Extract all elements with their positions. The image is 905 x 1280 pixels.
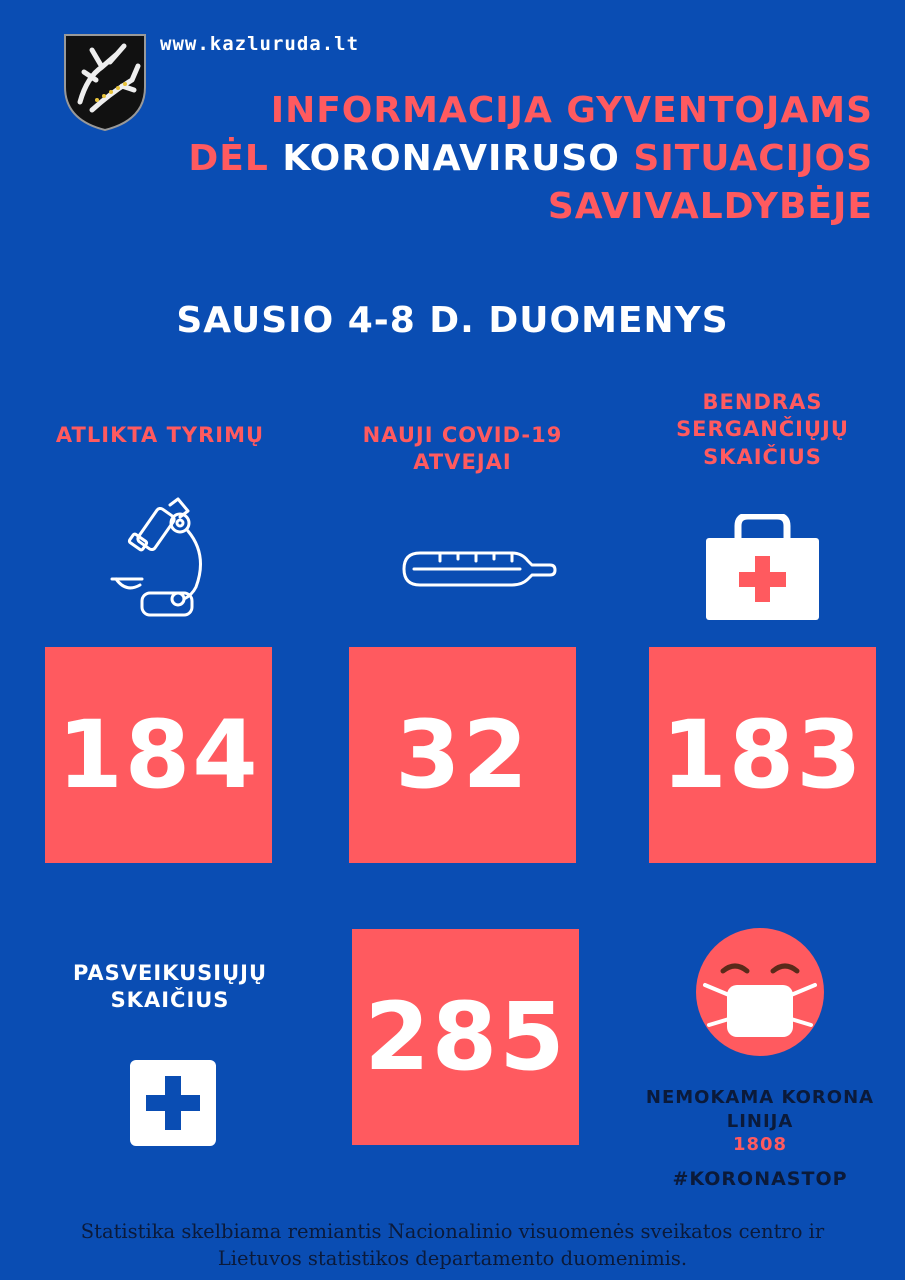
thermometer-icon <box>400 545 560 590</box>
tests-value-box <box>45 647 272 863</box>
title-line-2-part-c: SITUACIJOS <box>619 138 873 179</box>
masked-face-icon <box>695 927 825 1057</box>
website-url[interactable]: www.kazluruda.lt <box>160 33 360 55</box>
total-sick-value-box <box>649 647 876 863</box>
microscope-icon <box>108 495 208 623</box>
source-note-line-1: Statistika skelbiama remiantis Nacionalinio visuomenės sveikatos centro ir <box>80 1220 825 1243</box>
title-line-2 <box>188 138 873 179</box>
new-cases-value-box <box>349 647 576 863</box>
hotline-title: NEMOKAMA KORONA <box>645 1087 875 1108</box>
hotline-number[interactable]: 1808 <box>732 1134 788 1155</box>
title-line-3: SAVIVALDYBĖJE <box>547 186 873 227</box>
title-line-2-part-a: DĖL <box>188 138 283 179</box>
source-note <box>0 1218 905 1273</box>
new-cases-value: 32 <box>395 700 530 810</box>
tests-value: 184 <box>57 700 260 810</box>
coat-of-arms-logo <box>62 32 148 132</box>
hashtag: #KORONASTOP <box>672 1168 848 1190</box>
first-aid-kit-icon <box>706 514 819 620</box>
title-highlight-word: KORONAVIRUSO <box>282 138 620 179</box>
recovered-label: PASVEIKUSIŲJŲ SKAIČIUS <box>72 961 268 1013</box>
new-cases-label: NAUJI COVID-19 ATVEJAI <box>362 423 563 475</box>
tests-label: ATLIKTA TYRIMŲ <box>55 423 265 447</box>
recovered-value-box <box>352 929 579 1145</box>
recovered-value: 285 <box>364 982 567 1092</box>
date-range-subtitle: SAUSIO 4-8 D. DUOMENYS <box>176 300 729 341</box>
hotline-title-line-2: LINIJA <box>726 1111 794 1132</box>
total-sick-value: 183 <box>661 700 864 810</box>
plus-icon <box>130 1060 216 1146</box>
source-note-line-2: Lietuvos statistikos departamento duomenimis. <box>217 1247 688 1271</box>
title-line-1: INFORMACIJA GYVENTOJAMS <box>270 90 873 131</box>
total-sick-label: BENDRAS SERGANČIŲJŲ SKAIČIUS <box>676 390 849 469</box>
